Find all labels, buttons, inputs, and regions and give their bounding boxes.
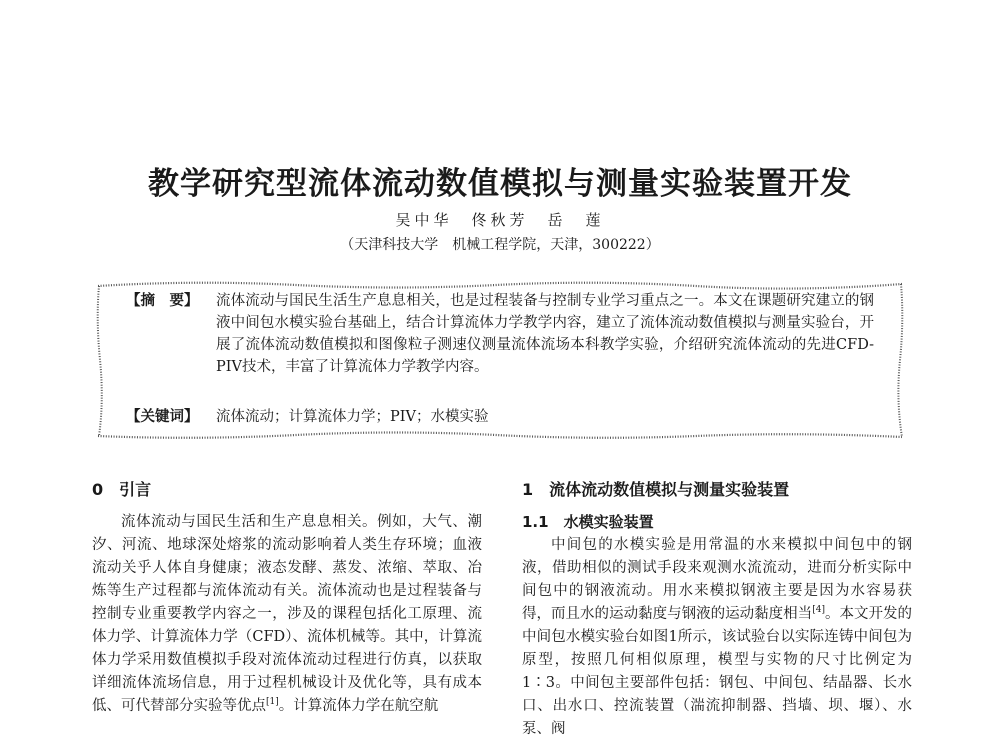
section-heading-apparatus: 1 流体流动数值模拟与测量实验装置 xyxy=(522,480,790,499)
subsection-heading-water-model: 1.1 水模实验装置 xyxy=(522,513,654,531)
section-heading-intro: 0 引言 xyxy=(92,480,152,499)
intro-paragraph: 流体流动与国民生活和生产息息相关。例如，大气、潮汐、河流、地球深处熔浆的流动影响着人类生存环境；血液流动关乎人体自身健康；液态发酵、蒸发、浓缩、萃取、冶炼等生产过程都与流体流动有关。流体流动也是过程装备与控制专业重要教学内容之一，涉及的课程包括化工原理、流体力学、计算流体力学（CFD）、流体机械等。其中，计算流体力学采用数值模拟手段对流体流动过程进行仿真，以获取详细流体流场信息，用于过程机械设计及优化等，具有成本低、可代替部分实验等优点[1]。计算流体力学在航空航 xyxy=(92,514,482,714)
abstract-text: 流体流动与国民生活生产息息相关，也是过程装备与控制专业学习重点之一。本文在课题研究建立的钢液中间包水模实验台基础上，结合计算流体力学教学内容，建立了流体流动数值模拟与测量实验台，开展了流体流动数值模拟和图像粒子测速仪测量流体流场本科教学实验，介绍研究流体流动的先进CFD-PIV技术，丰富了计算流体力学教学内容。 xyxy=(216,293,874,375)
water-model-paragraph: 中间包的水模实验是用常温的水来模拟中间包中的钢液，借助相似的测试手段来观测水流流动，进而分析实际中间包中的钢液流动。用水来模拟钢液主要是因为水容易获得，而且水的运动黏度与钢液的运动黏度相当[4]。本文开发的中间包水模实验台如图1所示，该试验台以实际连铸中间包为原型，按照几何相似原理，模型与实物的尺寸比例定为1∶3。中间包主要部件包括：钢包、中间包、结晶器、长水口、出水口、控流装置（湍流抑制器、挡墙、坝、堰）、水泵、阀 xyxy=(522,537,913,737)
citation: [1] xyxy=(266,697,279,708)
keywords xyxy=(126,406,874,428)
affiliation: （天津科技大学 机械工程学院，天津，300222） xyxy=(340,237,660,253)
abstract-label: 【摘 要】 xyxy=(126,293,199,309)
keywords-label: 【关键词】 xyxy=(126,409,199,425)
citation: [4] xyxy=(812,605,825,616)
paper-title: 教学研究型流体流动数值模拟与测量实验装置开发 xyxy=(148,166,852,202)
author-list: 吴中华 佟秋芳 岳 莲 xyxy=(395,211,605,229)
abstract xyxy=(126,290,874,378)
abstract-box xyxy=(96,280,904,440)
left-column xyxy=(92,478,482,718)
keywords-text: 流体流动；计算流体力学；PIV；水模实验 xyxy=(216,409,489,425)
